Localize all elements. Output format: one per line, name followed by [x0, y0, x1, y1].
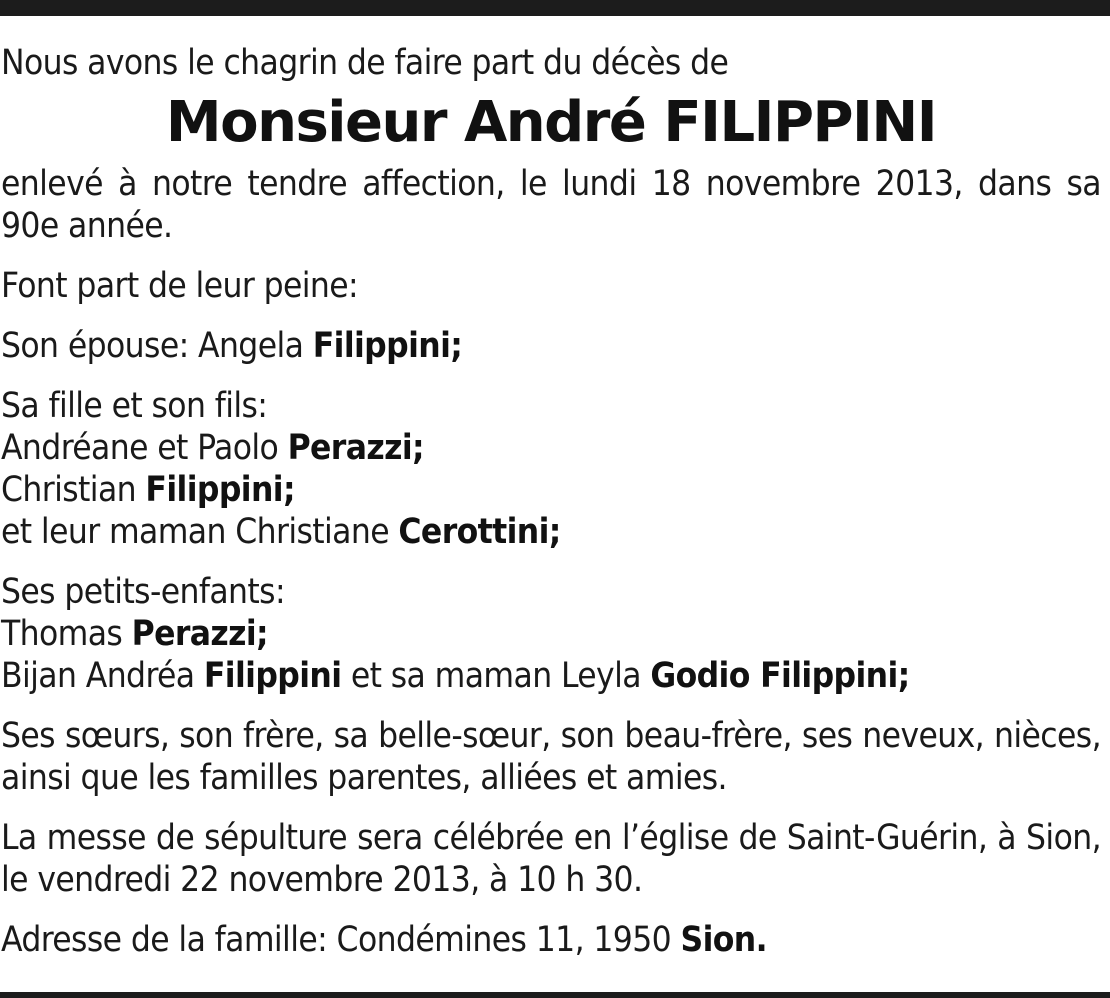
address-line: [1, 919, 1101, 961]
bottom-rule: [0, 992, 1110, 998]
intro-text: Nous avons le chagrin de faire part du décès de: [1, 43, 729, 83]
child-surname: Cerottini;: [398, 512, 561, 552]
grandchild-surname: Perazzi;: [131, 614, 269, 654]
obituary-notice: [1, 42, 1101, 961]
child-surname: Filippini;: [145, 470, 295, 510]
font-part-text: Font part de leur peine:: [1, 266, 359, 306]
child-line: [1, 511, 1101, 553]
grandchild-given-names: Thomas: [1, 614, 132, 654]
relatives-text: Ses sœurs, son frère, sa belle-sœur, son beau-frère, ses neveux, nièces, ainsi que les familles parentes, alliées et amies.: [1, 716, 1101, 798]
child-given-names: Andréane et Paolo: [1, 428, 288, 468]
children-heading: Sa fille et son fils:: [1, 386, 268, 426]
grandchildren-heading: Ses petits-enfants:: [1, 572, 285, 612]
death-info: enlevé à notre tendre affection, le lundi 18 novembre 2013, dans sa 90e année.: [1, 164, 1101, 246]
grandchild-line: [1, 613, 1101, 655]
grandchild-mother-surname: Godio Filippini;: [650, 656, 910, 696]
grandchild-mother-label: et sa maman Leyla: [341, 656, 651, 696]
spouse-label: Son épouse: Angela: [1, 326, 313, 366]
mass-text: La messe de sépulture sera célébrée en l’église de Saint-Guérin, à Sion, le vendredi 22 novembre 2013, à 10 h 30.: [1, 818, 1101, 900]
grandchild-surname: Filippini: [203, 656, 342, 696]
child-surname: Perazzi;: [287, 428, 425, 468]
grandchildren-block: [1, 571, 1101, 697]
deceased-name: Monsieur André FILIPPINI: [165, 90, 937, 155]
spouse-surname: Filippini;: [312, 326, 463, 366]
grandchild-line: [1, 655, 1101, 697]
spouse-line: [1, 325, 1101, 367]
address-label: Adresse de la famille: Condémines 11, 1950: [1, 920, 681, 960]
child-line: [1, 469, 1101, 511]
children-block: [1, 385, 1101, 553]
top-rule: [0, 0, 1110, 16]
address-city: Sion.: [680, 920, 767, 960]
child-line: [1, 427, 1101, 469]
grandchild-given-names: Bijan Andréa: [1, 656, 204, 696]
child-given-names: Christian: [1, 470, 146, 510]
child-given-names: et leur maman Christiane: [1, 512, 399, 552]
